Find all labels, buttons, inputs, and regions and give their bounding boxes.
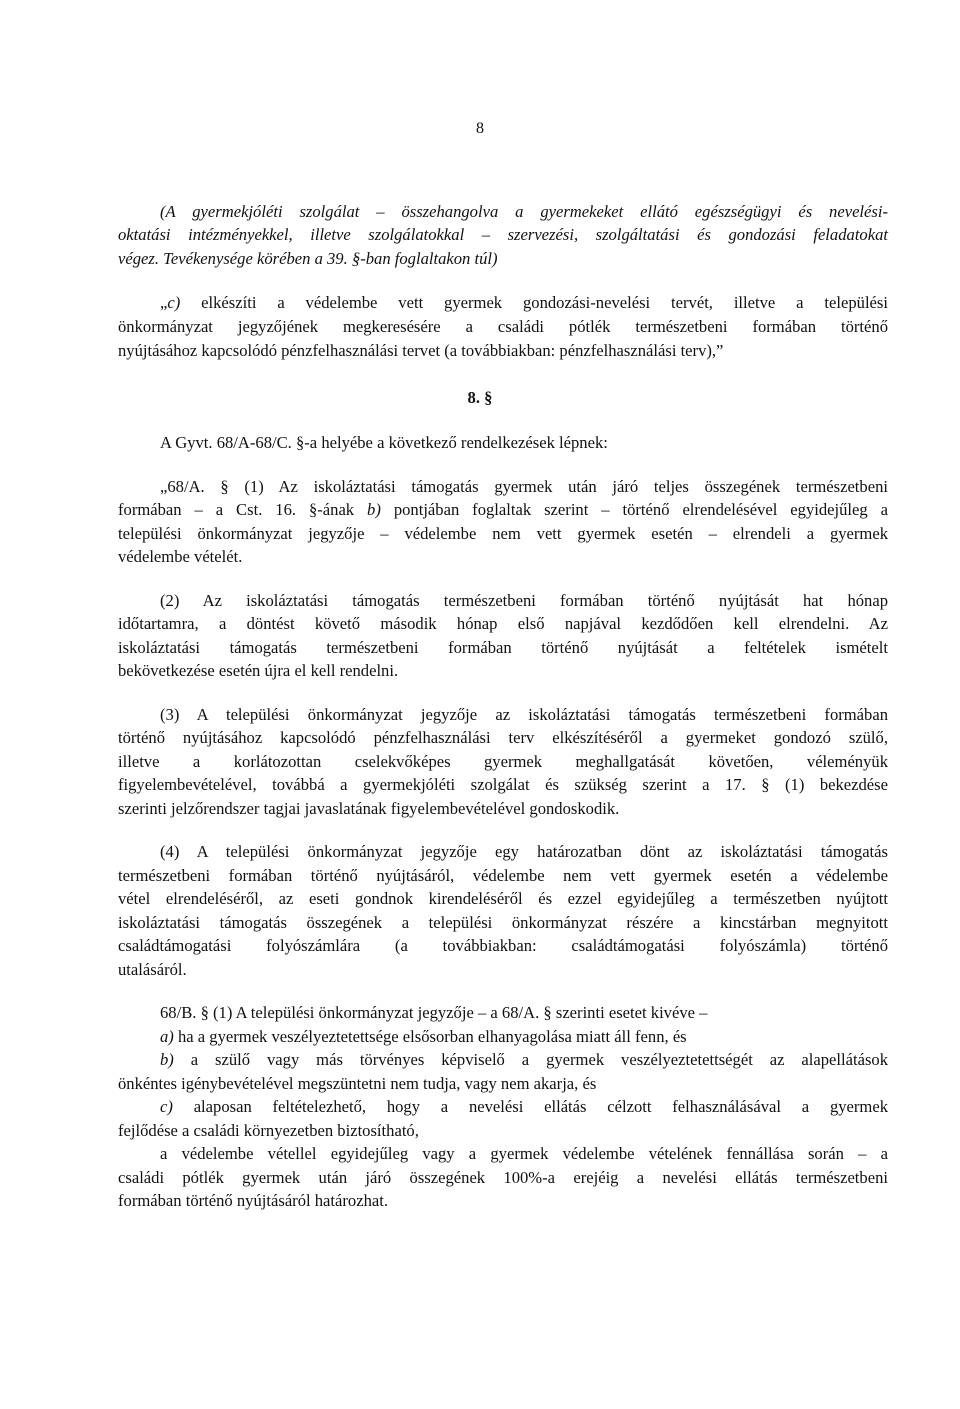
point-c-line-2: önkormányzat jegyzőjének megkeresésére a családi pótlék természetbeni formában történő bbox=[118, 317, 888, 336]
p68a1-line-2 bbox=[118, 499, 888, 521]
p68a3-line-5: szerinti jelzőrendszer tagjai javaslatának figyelembevételével gondoskodik. bbox=[118, 799, 620, 818]
p68a4-line-4: iskoláztatási támogatás összegének a települési önkormányzat részére a kincstárban megnyitott bbox=[118, 913, 888, 932]
p68a1-line-3: települési önkormányzat jegyzője – védelembe nem vett gyermek esetén – elrendeli a gyermek bbox=[118, 524, 888, 543]
p68b-letter-a: a) bbox=[160, 1027, 174, 1046]
p68a2-line-4: bekövetkezése esetén újra el kell rendelni. bbox=[118, 661, 399, 680]
p68b-line-1: 68/B. § (1) A települési önkormányzat jegyzője – a 68/A. § szerinti esetet kivéve – bbox=[160, 1003, 708, 1022]
p68a2-line-3: iskoláztatási támogatás természetbeni formában történő nyújtását a feltételek ismételt bbox=[118, 638, 888, 657]
p68b-letter-c: c) bbox=[160, 1097, 173, 1116]
p68b-text-a: ha a gyermek veszélyeztetettsége elsősorban elhanyagolása miatt áll fenn, és bbox=[173, 1027, 687, 1046]
p68a3-line-2: történő nyújtásához kapcsolódó pénzfelhasználási terv elkészítéséről a gyermeket gondozó szülő, bbox=[118, 728, 888, 747]
p68b-text-c: alaposan feltételezhető, hogy a nevelési ellátás célzott felhasználásával a gyermek bbox=[172, 1097, 888, 1116]
p68a3-line-1: (3) A települési önkormányzat jegyzője az iskoláztatási támogatás természetbeni formában bbox=[160, 705, 888, 724]
gyvt-intro: A Gyvt. 68/A-68/C. §-a helyébe a következő rendelkezések lépnek: bbox=[160, 433, 608, 452]
p68b-point-a bbox=[160, 1026, 888, 1048]
point-c-line-3: nyújtásához kapcsolódó pénzfelhasználási tervet (a továbbiakban: pénzfelhasználási terv),” bbox=[118, 341, 724, 360]
intro-line-2: oktatási intézményekkel, illetve szolgálatokkal – szervezési, szolgáltatási és gondozási feladatokat bbox=[118, 225, 888, 244]
point-c-letter: c) bbox=[167, 293, 181, 312]
p68b-tail-line-2: családi pótlék gyermek után járó összegének 100%-a erejéig a nevelési ellátás természetbeni bbox=[118, 1168, 888, 1187]
p68a1-line-2-post: pontjában foglaltak szerint – történő elrendelésével egyidejűleg a bbox=[380, 500, 888, 519]
p68b-point-c-line-2: fejlődése a családi környezetben biztosítható, bbox=[118, 1121, 419, 1140]
p68a1-line-2-pre: formában – a Cst. 16. §-ának bbox=[118, 500, 368, 519]
p68a3-line-3: illetve a korlátozottan cselekvőképes gyermek meghallgatását követően, véleményük bbox=[118, 752, 888, 771]
p68a4-line-2: természetbeni formában történő nyújtásáról, védelembe nem vett gyermek esetén a védelembe bbox=[118, 866, 888, 885]
p68a4-line-5: családtámogatási folyószámlára (a továbbiakban: családtámogatási folyószámla) történő bbox=[118, 936, 888, 955]
p68a4-line-6: utalásáról. bbox=[118, 960, 187, 979]
page-number: 8 bbox=[476, 120, 484, 137]
p68a2-line-1: (2) Az iskoláztatási támogatás természetbeni formában történő nyújtását hat hónap bbox=[160, 591, 888, 610]
p68a1-point-b: b) bbox=[367, 500, 381, 519]
p68a4-line-3: vétel elrendeléséről, az eseti gondnok kirendeléséről és ezzel egyidejűleg a természetben nyújtott bbox=[118, 889, 888, 908]
p68b-tail-line-3: formában történő nyújtásáról határozhat. bbox=[118, 1191, 389, 1210]
p68a1-line-1: „68/A. § (1) Az iskoláztatási támogatás gyermek után járó teljes összegének természetbeni bbox=[160, 477, 888, 496]
p68b-point-b-line-2: önkéntes igénybevételével megszüntetni nem tudja, vagy nem akarja, és bbox=[118, 1074, 597, 1093]
p68b-letter-b: b) bbox=[160, 1050, 174, 1069]
p68b-tail-line-1: a védelembe vétellel egyidejűleg vagy a gyermek védelembe vételének fennállása során – a bbox=[160, 1144, 888, 1163]
quote-open: „ bbox=[160, 293, 168, 312]
p68a3-line-4: figyelembevételével, továbbá a gyermekjóléti szolgálat és szükség szerint a 17. § (1) bekezdése bbox=[118, 775, 888, 794]
p68b-text-b: a szülő vagy más törvényes képviselő a gyermek veszélyeztetettségét az alapellátások bbox=[173, 1050, 888, 1069]
intro-line-3: végez. Tevékenysége körében a 39. §-ban foglaltakon túl) bbox=[118, 249, 498, 268]
intro-line-1: (A gyermekjóléti szolgálat – összehangolva a gyermekeket ellátó egészségügyi és nevelési- bbox=[160, 202, 888, 221]
p68a4-line-1: (4) A települési önkormányzat jegyzője egy határozatban dönt az iskoláztatási támogatás bbox=[160, 842, 888, 861]
p68b-point-c bbox=[160, 1096, 888, 1118]
section-heading: 8. § bbox=[467, 388, 493, 407]
point-c-line-1-text: elkészíti a védelembe vett gyermek gondozási-nevelési tervét, illetve a települési bbox=[180, 293, 888, 312]
p68b-point-b bbox=[160, 1049, 888, 1071]
point-c-line-1 bbox=[160, 292, 888, 314]
p68a1-line-4: védelembe vételét. bbox=[118, 547, 243, 566]
p68a2-line-2: időtartamra, a döntést követő második hónap első napjával kezdődően kell elrendelni. Az bbox=[118, 614, 888, 633]
